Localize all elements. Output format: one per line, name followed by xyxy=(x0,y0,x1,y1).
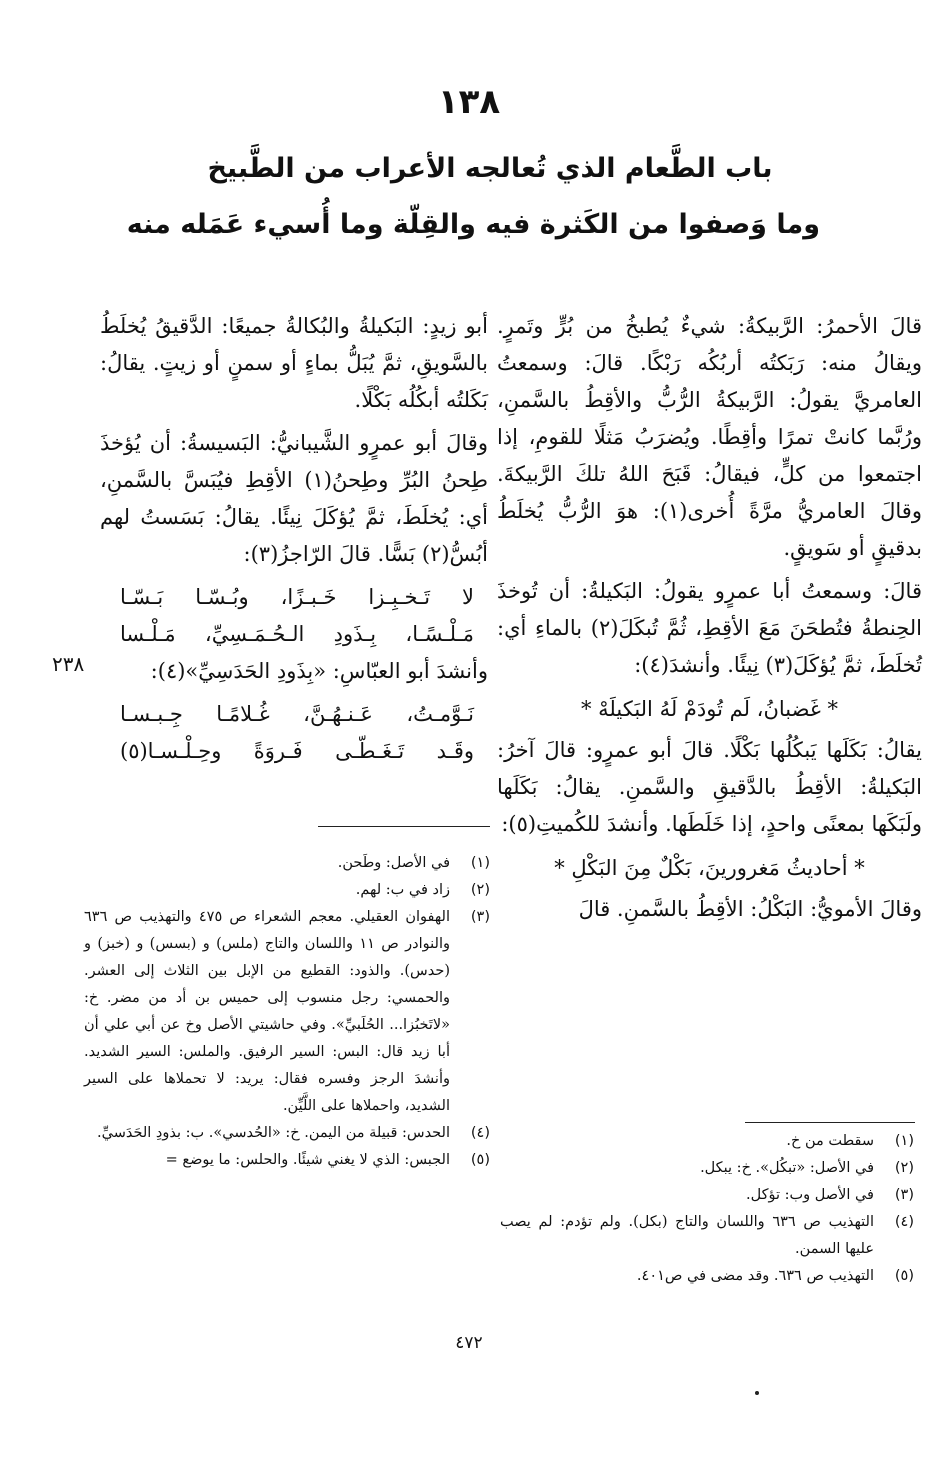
right-paragraph-4: وقالَ الأمويُّ: البَكْلُ: الأقِطُ بالسَّمنِ. قالَ xyxy=(578,897,922,921)
footnote-number: (٢) xyxy=(894,1160,914,1176)
footnote-text: الهفوان العقيلي. معجم الشعراء ص ٤٧٥ والتهذيب ص ٦٣٦ والنوادر ص ١١ واللسان والتاج (ملس) و (بسس) و (خبز) و (حدس). والذود: القطيع من الإبل بين الثلاث إلى العشر. والحمسي: رجل منسوب إلى حميس بن أد من مضر. خ: «لاتَخبُزا... الحُلَبيِّ». وفي حاشيتي الأصل وخ عن أبي علي أن أبا زيد قال: البس: السير الرفيق. والملس: السير الشديد. وأنشدَ الرجز وفسره فقال: يريد: لا تحملاها على السير الشديد، واحملاها على اللَّيِّن. xyxy=(84,909,450,1114)
right-text-column xyxy=(497,308,922,934)
footnote-item xyxy=(84,850,490,877)
footnotes-right xyxy=(500,1128,914,1290)
page-number-top: ١٣٨ xyxy=(437,82,501,122)
footnote-text: التهذيب ص ٦٣٦ واللسان والتاج (بكل). ولم تؤدم: لم يصب عليها السمن. xyxy=(500,1214,875,1257)
footnote-text: التهذيب ص ٦٣٦. وقد مضى في ص٤٠١. xyxy=(636,1268,874,1284)
footnote-text: في الأصل: وطَحن. xyxy=(337,855,450,871)
right-verse-2: * أحاديثُ مَغرورينَ، بَكْلٌ مِنَ البَكْلِ * xyxy=(554,856,865,880)
footnote-item xyxy=(84,1147,490,1174)
footnote-text: الحدس: قبيلة من اليمن. خ: «الحُدسي». ب: بذودِ الحَدَسيِّ. xyxy=(97,1125,450,1141)
footnote-divider-left xyxy=(318,826,490,827)
footnote-item xyxy=(84,1120,490,1147)
left-paragraph-3: وأنشدَ أبو العبّاسِ: «بِذَودِ الحَدَسِيِّ»(٤): xyxy=(150,659,488,683)
footnote-number: (٥) xyxy=(894,1268,914,1284)
poem-line-1: لا تَـخـبِـزا خَـبـزًا، وبُـسّـا بَـسّـا xyxy=(120,585,474,609)
footnote-number: (١) xyxy=(470,855,490,871)
footnote-number: (٤) xyxy=(894,1214,914,1230)
footnote-number: (٥) xyxy=(470,1152,490,1168)
footnote-text: سقطت من خ. xyxy=(786,1133,874,1149)
left-paragraph-1: أبو زيدٍ: البَكيلةُ والبُكالةُ جميعًا: الدَّقيقُ يُخلَطُ بالسَّويقِ، ثمَّ يُبَلُّ بماءٍ أو سمنٍ أو زيتٍ. يقالُ: بَكَلتُه أبكُلُه بَكْلًا. xyxy=(100,314,488,412)
right-paragraph-2: قالَ: وسمعتُ أبا عمرٍو يقولُ: البَكيلةُ: أن تُوخذَ الحِنطةُ فتُطحَنَ مَعَ الأقِطِ، ثُمَّ تُبكَلَ(٢) بالماءِ أي: تُخلَطَ، ثمَّ يُؤكَلَ(٣) نِيئًا. وأنشدَ(٤): xyxy=(497,579,922,677)
chapter-title-line-2: وما وَصفوا من الكَثرة فيه والقِلّة وما أُسيء عَمَله منه xyxy=(126,209,820,240)
footnote-item xyxy=(500,1182,914,1209)
footnote-divider-right xyxy=(745,1122,915,1123)
footnote-number: (٣) xyxy=(470,909,490,925)
footnote-number: (٣) xyxy=(894,1187,914,1203)
footnote-text: زاد في ب: لهم. xyxy=(355,882,450,898)
poem-line-3: نَـوَّمـتُ، عَـنـهُـنَّ، غُـلامًـا جِـبـسـا xyxy=(120,702,474,726)
poem-line-4: وقَـد تَـغَـطّـى فَـروَةً وحِـلْـسـا(٥) xyxy=(120,739,474,763)
margin-page-reference: ٢٣٨ xyxy=(52,652,85,676)
right-paragraph-3: يقالُ: بَكَلَها يَبكُلُها بَكْلًا. قالَ أبو عمرٍو: قالَ آخرُ: البَكيلةُ: الأقِطُ بالدَّقيقِ والسَّمنِ. يقالُ: بَكَلَها ولَبَكَها بمعنًى واحدٍ، إذا خَلَطَها. وأنشدَ للكُميتِ(٥): xyxy=(497,738,922,836)
footnote-text: الجبس: الذي لا يغني شيئًا. والحلس: ما يوضع = xyxy=(165,1152,450,1168)
footnote-text: في الأصل وب: تؤكل. xyxy=(746,1187,874,1203)
chapter-title-line-1: باب الطَّعام الذي تُعالجه الأعراب من الطَّبيخ xyxy=(207,153,773,184)
footnote-number: (٢) xyxy=(470,882,490,898)
left-paragraph-2: وقالَ أبو عمرٍو الشَّيبانيُّ: البَسيسةُ: أن يُؤخذَ طِحنُ البُرِّ وطِحنُ(١) الأقِطِ فيُبَسَّ بالسَّمنِ، أي: يُخلَطَ، ثمَّ يُؤكَلَ نِيئًا. يقالُ: بَسَستُ لهم أبُسُّ(٢) بَسًّا. قالَ الرّاجزُ(٣): xyxy=(100,431,488,566)
left-text-column xyxy=(100,308,488,770)
footnote-item xyxy=(500,1209,914,1263)
footnotes-left xyxy=(84,850,490,1174)
footnote-item xyxy=(500,1128,914,1155)
poem-line-2: مَـلْـسًـا، بِـذَودِ الـحُـمَـسِيِّ، مَـلْـسا xyxy=(120,622,474,646)
right-verse-1: * غَضبانُ، لَم تُودَمْ لَهُ البَكيلَهْ * xyxy=(581,697,838,721)
footnote-item xyxy=(500,1155,914,1182)
footnote-number: (٤) xyxy=(470,1125,490,1141)
footnote-item xyxy=(84,877,490,904)
right-paragraph-1: قالَ الأحمرُ: الرَّبيكةُ: شيءٌ يُطبخُ من بُرٍّ وتَمرٍ. ويقالُ منه: رَبَكتُه أربُكُه رَبْكًا. قالَ: وسمعتُ العامريَّ يقولُ: الرَّبيكةُ الرُّبُّ والأقِطُ بالسَّمنِ، ورُبَّما كانتْ تمرًا وأقِطًا. ويُضرَبُ مَثلًا للقومِ، إذا اجتمعوا من كلٍّ، فيقالُ: قَبَحَ اللهُ تلكَ الرَّبيكةَ. وقالَ العامريُّ مرَّةً أُخرى(١): هوَ الرُّبُّ يُخلَطُ بدقيقٍ أو سَويقٍ. xyxy=(497,314,922,560)
footnote-item xyxy=(84,904,490,1120)
footnote-item xyxy=(500,1263,914,1290)
footnote-text: في الأصل: «تبكُل». خ: يبكل. xyxy=(700,1160,874,1176)
footnote-number: (١) xyxy=(894,1133,914,1149)
page-number-bottom: ٤٧٢ xyxy=(455,1333,483,1353)
scan-speck xyxy=(755,1391,759,1395)
